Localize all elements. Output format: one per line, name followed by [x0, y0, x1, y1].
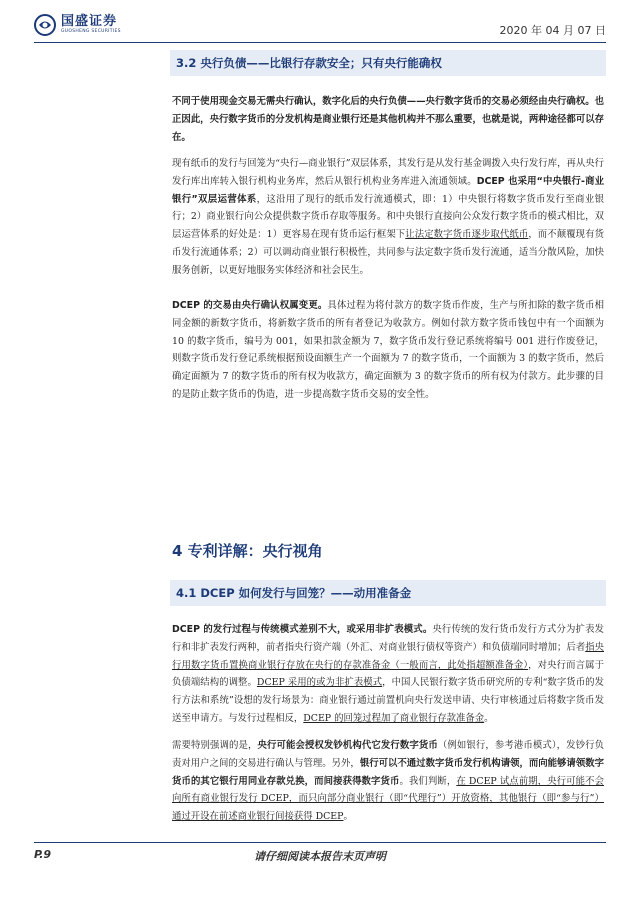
section-4-1-p2-text-2: （例如银行，参考港币模式），发钞行负责对用户之间的交易进行确认与管理。另外， [172, 740, 604, 769]
section-4-1-p2-text-1: 需要特别强调的是， [172, 740, 258, 751]
section-4-1-heading [170, 580, 606, 606]
section-3-2-p3-text-1: 具体过程为将付款方的数字货币作废，生产与所扣除的数字货币相同金额的新数字货币，将新数字货币的所有者登记为收款方。例如付款方数字货币钱包中有一个面额为 10 的数字货币，编号为 001，如果扣款金额为 7，数字货币发行登记系统将编号 001 进行作废登记，则数字货币发行登记系统根据预设面额生产一个面额为 7 的数字货币，一个面额为 3 的数字货币，然后确定面额为 7 的数字货币的所有权为收款方，确定面额为 3 的数字货币的所有权为付款方。此步骤的目的是防止数字货币的伪造，进一步提高数字货币交易的安全性。 [172, 300, 604, 400]
section-4-1-p2-text-3: 。我们判断， [399, 775, 457, 787]
section-4-1-p1-text-2: ，对央行而言属于负债端结构的调整。 [172, 659, 604, 689]
section-4-1-p2-bold-2: 银行可以不通过数字货币发行机构请领，而向能够请领数字货币的其它银行用同业存款兑换，而间接获得数字货币 [172, 757, 604, 787]
section-4-1-p1-text-4: 。 [484, 712, 494, 724]
logo-text-en: GUOSHENG SECURITIES [61, 29, 121, 34]
section-3-2-paragraph-1 [172, 93, 604, 146]
chapter-4-title: 4 专利详解：央行视角 [172, 542, 323, 560]
section-3-2-p2-bold-1: DCEP 也采用“中央银行-商业银行”双层运营体系 [172, 175, 604, 205]
section-4-1-p2-underline-1: 在 DCEP 试点前期，央行可能不会向所有商业银行发行 DCEP，而只向部分商业银行（即“代理行”）开放资格，其他银行（即“参与行”）通过开设在前述商业银行间接获得 DCEP [172, 775, 604, 823]
report-date: 2020 年 04 月 07 日 [499, 24, 606, 37]
page-header [0, 0, 640, 46]
section-3-2-paragraph-3 [172, 297, 604, 404]
section-3-2-p3-bold-1: DCEP 的交易由央行确认权属变更。 [172, 300, 328, 311]
section-4-1-p2-text-4: 。 [343, 811, 353, 823]
guosheng-logo-icon [34, 14, 56, 36]
section-4-1-p1-text-1: 央行传统的发行货币发行方式分为扩表发行和非扩表发行两种，前者指央行资产端（外汇、对商业银行债权等资产）和负债端同时增加；后者 [172, 624, 604, 653]
footer-disclaimer: 请仔细阅读本报告末页声明 [254, 850, 386, 863]
section-4-1-p1-bold-1: DCEP 的发行过程与传统模式差别不大，或采用非扩表模式。 [172, 624, 433, 635]
footer-divider [34, 842, 606, 843]
section-3-2-paragraph-2 [172, 155, 604, 280]
section-4-1-p1-text-3: ，中国人民银行数字货币研究所的专利“数字货币的发行方法和系统”设想的发行场景为：商业银行通过前置机向央行发送申请、央行审核通过后将数字货币发送至申请方。与发行过程相反， [172, 677, 604, 724]
guosheng-logo [34, 14, 121, 36]
section-3-2-p2-text-3: ，而不颠覆现有货币发行流通体系；2）可以调动商业银行积极性，共同参与法定数字货币发行流通，适当分散风险，加快服务创新，以更好地服务实体经济和社会民生。 [172, 229, 604, 276]
section-3-2-p2-text-2: ，这沿用了现行的纸币发行流通模式，即：1）中央银行将数字货币发行至商业银行；2）商业银行向公众提供数字货币存取等服务。和中央银行直接向公众发行数字货币的模式相比，双层运营体系的好处是：1）更容易在现有货币运行框架下 [172, 193, 604, 241]
section-3-2-heading [170, 50, 606, 76]
logo-text-cn: 国盛证券 [61, 14, 118, 29]
section-4-1-p1-underline-2: DCEP 采用的或为非扩表模式 [256, 677, 383, 689]
section-4-1-title: 4.1 DCEP 如何发行与回笼？——动用准备金 [176, 586, 412, 600]
page-number: P.9 [34, 848, 52, 861]
section-4-1-paragraph-2 [172, 737, 604, 826]
section-4-1-p1-underline-3: DCEP 的回笼过程加了商业银行存款准备金 [303, 712, 485, 724]
section-3-2-title: 3.2 央行负债——比银行存款安全；只有央行能确权 [176, 56, 442, 70]
section-3-2-p1-bold: 不同于使用现金交易无需央行确认，数字化后的央行负债——央行数字货币的交易必须经由央行确权。也正因此，央行数字货币的分发机构是商业银行还是其他机构并不那么重要，也就是说，两种途径都可以存在。 [172, 96, 604, 143]
section-4-1-paragraph-1 [172, 621, 604, 728]
section-3-2-p2-text-1: 现有纸币的发行与回笼为“央行—商业银行”双层体系，其发行是从发行基金调拨入央行发行库，再从央行发行库出库转入银行机构业务库，然后从银行机构业务库进入流通领域。 [172, 158, 604, 187]
section-4-1-p1-underline-1: 指央行用数字货币置换商业银行存放在央行的存款准备金（一般而言，此处指超额准备金） [172, 641, 604, 671]
section-3-2-p2-underline-1: 让法定数字货币逐步取代纸币 [405, 229, 529, 241]
section-4-1-p2-bold-1: 央行可能会授权发钞机构代它发行数字货币 [257, 740, 438, 751]
header-divider [34, 42, 606, 43]
